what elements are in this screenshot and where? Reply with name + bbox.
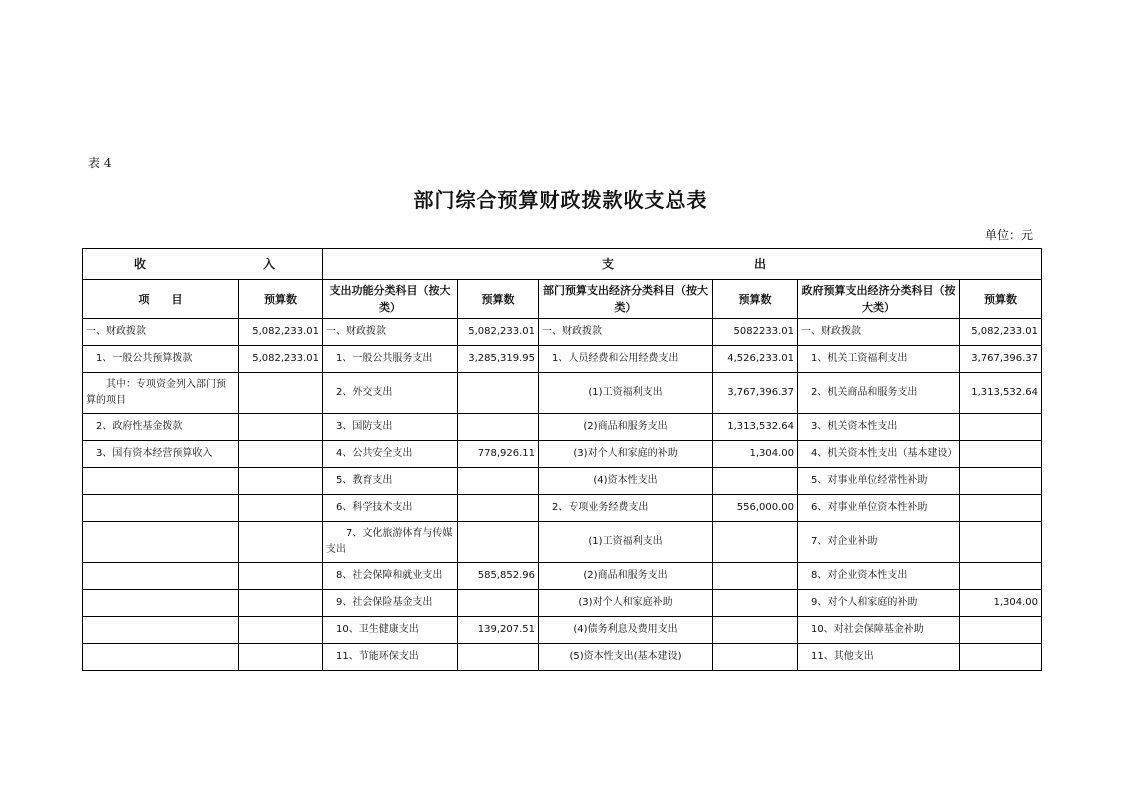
column-header-row: [83, 280, 1042, 319]
income-amount-cell: [239, 441, 323, 468]
functional-category-cell: 6、科学技术支出: [323, 495, 458, 522]
gov-amount-cell: 5,082,233.01: [960, 319, 1042, 346]
income-item-cell: 2、政府性基金拨款: [83, 414, 239, 441]
header-budget-income: 预算数: [239, 280, 323, 319]
header-functional-category: 支出功能分类科目（按大类）: [323, 280, 458, 319]
gov-amount-cell: 1,304.00: [960, 590, 1042, 617]
functional-category-cell: 5、教育支出: [323, 468, 458, 495]
functional-amount-cell: 778,926.11: [458, 441, 539, 468]
income-section-header: 收 入: [83, 249, 323, 280]
gov-economic-category-cell: 8、对企业资本性支出: [798, 563, 960, 590]
gov-amount-cell: [960, 522, 1042, 563]
gov-amount-cell: [960, 563, 1042, 590]
table-row: [83, 617, 1042, 644]
income-amount-cell: [239, 373, 323, 414]
functional-category-cell: 2、外交支出: [323, 373, 458, 414]
gov-economic-category-cell: 3、机关资本性支出: [798, 414, 960, 441]
income-item-cell: 其中：专项资金列入部门预算的项目: [83, 373, 239, 414]
income-item-cell: [83, 590, 239, 617]
table-row: [83, 495, 1042, 522]
functional-category-cell: 一、财政拨款: [323, 319, 458, 346]
dept-amount-cell: [713, 590, 798, 617]
gov-amount-cell: [960, 644, 1042, 671]
functional-amount-cell: [458, 590, 539, 617]
dept-economic-category-cell: (3)对个人和家庭补助: [539, 590, 713, 617]
expense-section-header: 支 出: [323, 249, 1042, 280]
budget-summary-table: [82, 248, 1042, 671]
functional-amount-cell: [458, 522, 539, 563]
dept-economic-category-cell: (4)债务利息及费用支出: [539, 617, 713, 644]
dept-economic-category-cell: (1)工资福利支出: [539, 522, 713, 563]
table-row: [83, 590, 1042, 617]
header-dept-economic-category: 部门预算支出经济分类科目（按大类）: [539, 280, 713, 319]
table-row: [83, 522, 1042, 563]
section-header-row: [83, 249, 1042, 280]
table-row: [83, 414, 1042, 441]
income-amount-cell: [239, 590, 323, 617]
functional-category-cell: 10、卫生健康支出: [323, 617, 458, 644]
header-item: 项 目: [83, 280, 239, 319]
dept-amount-cell: [713, 563, 798, 590]
income-item-cell: 一、财政拨款: [83, 319, 239, 346]
gov-amount-cell: [960, 441, 1042, 468]
functional-amount-cell: [458, 644, 539, 671]
gov-economic-category-cell: 6、对事业单位资本性补助: [798, 495, 960, 522]
income-item-cell: 1、一般公共预算拨款: [83, 346, 239, 373]
income-item-cell: [83, 522, 239, 563]
dept-amount-cell: 1,313,532.64: [713, 414, 798, 441]
table-row: [83, 441, 1042, 468]
gov-economic-category-cell: 10、对社会保障基金补助: [798, 617, 960, 644]
dept-amount-cell: [713, 644, 798, 671]
income-item-cell: 3、国有资本经营预算收入: [83, 441, 239, 468]
dept-amount-cell: [713, 468, 798, 495]
functional-amount-cell: [458, 468, 539, 495]
functional-category-cell: 3、国防支出: [323, 414, 458, 441]
table-row: [83, 563, 1042, 590]
income-amount-cell: [239, 468, 323, 495]
dept-economic-category-cell: 一、财政拨款: [539, 319, 713, 346]
income-amount-cell: [239, 644, 323, 671]
gov-amount-cell: [960, 495, 1042, 522]
dept-economic-category-cell: (2)商品和服务支出: [539, 414, 713, 441]
functional-amount-cell: [458, 495, 539, 522]
income-amount-cell: [239, 495, 323, 522]
gov-amount-cell: [960, 414, 1042, 441]
gov-economic-category-cell: 11、其他支出: [798, 644, 960, 671]
dept-amount-cell: 556,000.00: [713, 495, 798, 522]
functional-amount-cell: [458, 373, 539, 414]
income-amount-cell: 5,082,233.01: [239, 346, 323, 373]
functional-amount-cell: 585,852.96: [458, 563, 539, 590]
functional-amount-cell: [458, 414, 539, 441]
functional-amount-cell: 3,285,319.95: [458, 346, 539, 373]
income-amount-cell: [239, 414, 323, 441]
income-amount-cell: [239, 617, 323, 644]
header-budget-dept: 预算数: [713, 280, 798, 319]
dept-economic-category-cell: 2、专项业务经费支出: [539, 495, 713, 522]
dept-economic-category-cell: 1、人员经费和公用经费支出: [539, 346, 713, 373]
income-item-cell: [83, 644, 239, 671]
functional-category-cell: 11、节能环保支出: [323, 644, 458, 671]
gov-amount-cell: [960, 617, 1042, 644]
dept-economic-category-cell: (2)商品和服务支出: [539, 563, 713, 590]
gov-amount-cell: 3,767,396.37: [960, 346, 1042, 373]
dept-amount-cell: 1,304.00: [713, 441, 798, 468]
functional-category-cell: 7、文化旅游体育与传媒支出: [323, 522, 458, 563]
gov-economic-category-cell: 一、财政拨款: [798, 319, 960, 346]
income-item-cell: [83, 617, 239, 644]
table-row: [83, 319, 1042, 346]
income-item-cell: [83, 468, 239, 495]
header-budget-functional: 预算数: [458, 280, 539, 319]
functional-category-cell: 9、社会保险基金支出: [323, 590, 458, 617]
header-gov-economic-category: 政府预算支出经济分类科目（按大类）: [798, 280, 960, 319]
header-budget-gov: 预算数: [960, 280, 1042, 319]
functional-category-cell: 4、公共安全支出: [323, 441, 458, 468]
functional-amount-cell: 139,207.51: [458, 617, 539, 644]
functional-category-cell: 1、一般公共服务支出: [323, 346, 458, 373]
dept-economic-category-cell: (4)资本性支出: [539, 468, 713, 495]
table-row: [83, 644, 1042, 671]
table-row: [83, 468, 1042, 495]
dept-economic-category-cell: (5)资本性支出(基本建设): [539, 644, 713, 671]
dept-amount-cell: 3,767,396.37: [713, 373, 798, 414]
table-row: [83, 346, 1042, 373]
page-title: 部门综合预算财政拨款收支总表: [413, 188, 708, 212]
dept-amount-cell: [713, 617, 798, 644]
gov-economic-category-cell: 5、对事业单位经常性补助: [798, 468, 960, 495]
income-item-cell: [83, 563, 239, 590]
income-amount-cell: [239, 563, 323, 590]
functional-amount-cell: 5,082,233.01: [458, 319, 539, 346]
dept-economic-category-cell: (3)对个人和家庭的补助: [539, 441, 713, 468]
dept-amount-cell: [713, 522, 798, 563]
table-number: 表 4: [88, 156, 112, 170]
gov-economic-category-cell: 7、对企业补助: [798, 522, 960, 563]
income-amount-cell: 5,082,233.01: [239, 319, 323, 346]
dept-amount-cell: 4,526,233.01: [713, 346, 798, 373]
unit-label: 单位：元: [984, 228, 1033, 242]
gov-economic-category-cell: 1、机关工资福利支出: [798, 346, 960, 373]
gov-economic-category-cell: 4、机关资本性支出（基本建设）: [798, 441, 960, 468]
gov-amount-cell: [960, 468, 1042, 495]
table-row: [83, 373, 1042, 414]
income-amount-cell: [239, 522, 323, 563]
income-item-cell: [83, 495, 239, 522]
dept-amount-cell: 5082233.01: [713, 319, 798, 346]
gov-amount-cell: 1,313,532.64: [960, 373, 1042, 414]
gov-economic-category-cell: 9、对个人和家庭的补助: [798, 590, 960, 617]
functional-category-cell: 8、社会保障和就业支出: [323, 563, 458, 590]
dept-economic-category-cell: (1)工资福利支出: [539, 373, 713, 414]
gov-economic-category-cell: 2、机关商品和服务支出: [798, 373, 960, 414]
